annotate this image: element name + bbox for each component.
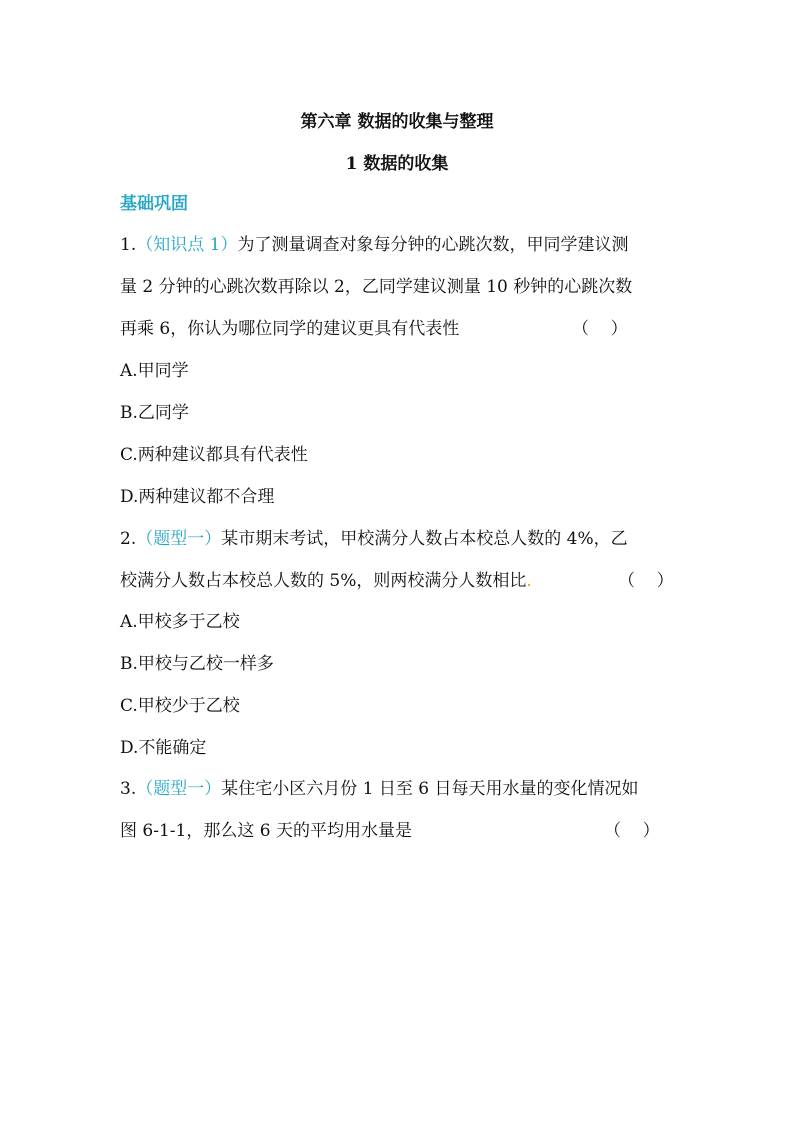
question-3-tag: （题型一） — [136, 779, 222, 799]
question-1-text: 为了测量调查对象每分钟的心跳次数，甲同学建议测 — [237, 235, 629, 255]
question-1-option-c: C.两种建议都具有代表性 — [120, 445, 308, 465]
question-1-option-d: D.两种建议都不合理 — [120, 487, 275, 507]
question-1-line-3: 再乘 6，你认为哪位同学的建议更具有代表性 — [120, 319, 460, 339]
question-2-option-a: A.甲校多于乙校 — [120, 612, 240, 632]
question-1-number: 1. — [120, 235, 137, 255]
question-2-answer-paren: （ ） — [618, 571, 674, 591]
question-2-number: 2. — [120, 529, 137, 549]
question-2-option-b: B.甲校与乙校一样多 — [120, 654, 274, 674]
question-2-text: 某市期末考试，甲校满分人数占本校总人数的 4%，乙 — [221, 529, 628, 549]
question-1-answer-paren: （ ） — [572, 319, 628, 339]
question-2-line-1 — [120, 524, 628, 549]
question-1-tag: （知识点 1） — [136, 235, 238, 255]
chapter-title: 第六章 数据的收集与整理 — [300, 112, 494, 132]
question-2-tag: （题型一） — [136, 529, 222, 549]
section-heading: 基础巩固 — [120, 194, 188, 214]
question-2-line-2 — [120, 566, 532, 591]
question-3-line-2: 图 6-1-1，那么这 6 天的平均用水量是 — [120, 821, 412, 841]
question-1-option-a: A.甲同学 — [120, 361, 189, 381]
question-2-option-d: D.不能确定 — [120, 738, 207, 758]
question-1-option-b: B.乙同学 — [120, 403, 189, 423]
question-2-dot: . — [526, 571, 532, 591]
question-3-text: 某住宅小区六月份 1 日至 6 日每天用水量的变化情况如 — [221, 779, 639, 799]
question-2-option-c: C.甲校少于乙校 — [120, 696, 240, 716]
question-1-line-1 — [120, 230, 628, 255]
section-title: 1 数据的收集 — [345, 154, 449, 174]
question-2-text-2: 校满分人数占本校总人数的 5%，则两校满分人数相比 — [120, 571, 527, 591]
question-1-line-2: 量 2 分钟的心跳次数再除以 2，乙同学建议测量 10 秒钟的心跳次数 — [120, 277, 633, 297]
question-3-number: 3. — [120, 779, 137, 799]
question-3-line-1 — [120, 774, 638, 799]
question-3-answer-paren: （ ） — [604, 821, 660, 841]
